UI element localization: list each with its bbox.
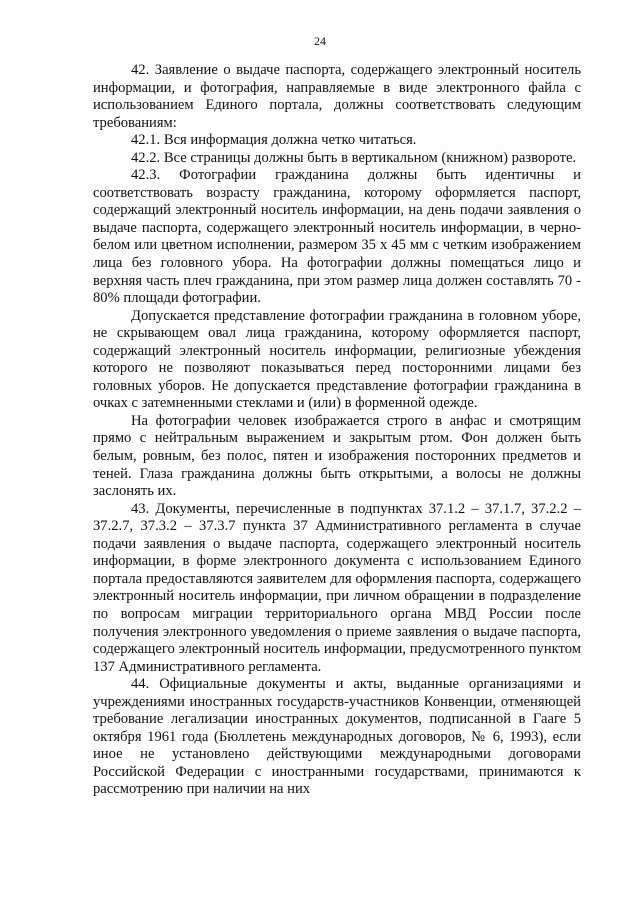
page-number: 24 xyxy=(314,34,326,48)
paragraph-42: 42. Заявление о выдаче паспорта, содержащего электронный носитель информации, и фотография, направляемые в виде электронного файла с использованием Единого портала, должны соответствовать следующим требованиям: xyxy=(93,62,581,131)
paragraph-42-2: 42.2. Все страницы должны быть в вертикальном (книжном) развороте. xyxy=(131,149,577,166)
paragraph-43: 43. Документы, перечисленные в подпунктах 37.1.2 – 37.1.7, 37.2.2 – 37.2.7, 37.3.2 – 37.3.7 пункта 37 Административного регламента в случае подачи заявления о выдаче паспорта, содержащего электронный носитель информации, в форме электронного документа с использованием Единого портала предоставляются заявителем для оформления паспорта, содержащего электронный носитель информации, при личном обращении в подразделение по вопросам миграции территориального органа МВД России после получения электронного уведомления о приеме заявления о выдаче паспорта, содержащего электронный носитель информации, предусмотренного пунктом 137 Административного регламента. xyxy=(93,500,581,675)
paragraph-photo-pose: На фотографии человек изображается строго в анфас и смотрящим прямо с нейтральным выражением и закрытым ртом. Фон должен быть белым, ровным, без полос, пятен и изображения посторонних предметов и теней. Глаза гражданина должны быть открытыми, а волосы не должны заслонять их. xyxy=(93,412,581,500)
paragraph-headwear: Допускается представление фотографии гражданина в головном уборе, не скрывающем овал лица гражданина, которому оформляется паспорт, содержащий электронный носитель информации, религиозные убеждения которого не позволяют показываться перед посторонними лицами без головных уборов. Не допускается представление фотографии гражданина в очках с затемненными стеклами и (или) в форменной одежде. xyxy=(93,307,581,412)
document-body xyxy=(93,62,581,799)
paragraph-42-1: 42.1. Вся информация должна четко читаться. xyxy=(131,132,417,149)
paragraph-42-3: 42.3. Фотографии гражданина должны быть идентичны и соответствовать возрасту гражданина, которому оформляется паспорт, содержащий электронный носитель информации, на день подачи заявления о выдаче паспорта, содержащего электронный носитель информации, в черно-белом или цветном исполнении, размером 35 х 45 мм с четким изображением лица без головного убора. На фотографии должны помещаться лицо и верхняя часть плеч гражданина, при этом размер лица должен составлять 70 - 80% площади фотографии. xyxy=(93,167,581,307)
paragraph-44: 44. Официальные документы и акты, выданные организациями и учреждениями иностранных государств-участников Конвенции, отменяющей требование легализации иностранных документов, подписанной в Гааге 5 октября 1961 года (Бюллетень международных договоров, № 6, 1993), если иное не установлено действующими международными договорами Российской Федерации с иностранными государствами, принимаются к рассмотрению при наличии на них xyxy=(93,676,581,798)
